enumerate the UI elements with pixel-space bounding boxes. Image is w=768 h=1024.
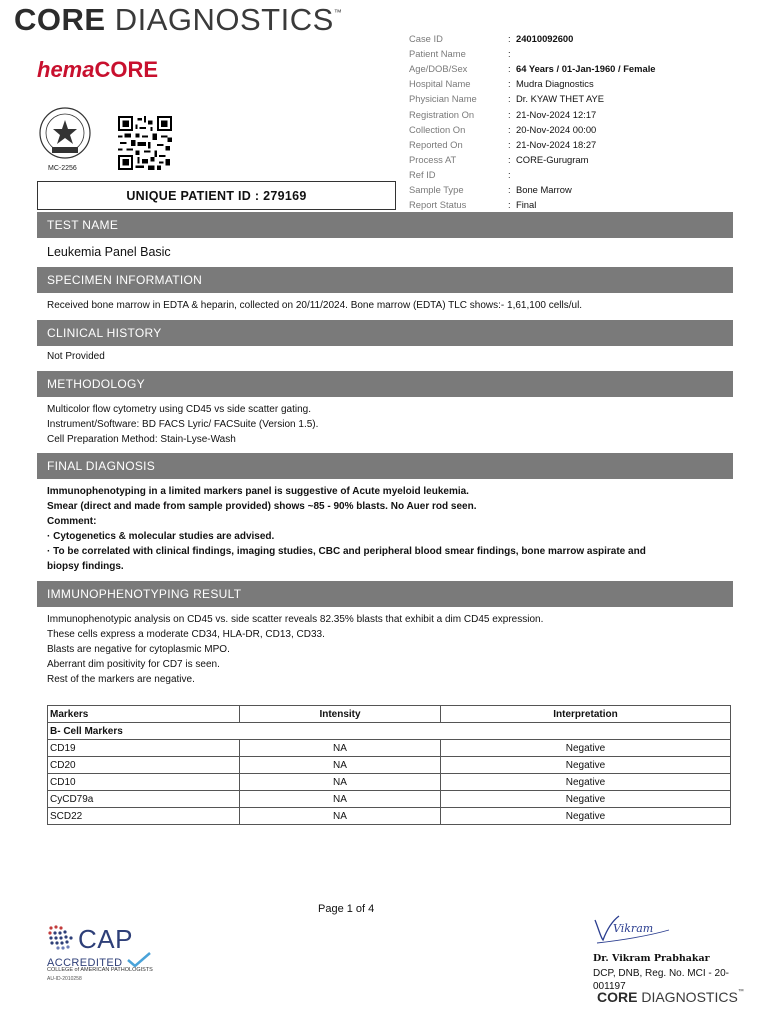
group-label: B- Cell Markers — [48, 723, 731, 740]
marker-intensity: NA — [240, 740, 441, 757]
clinical-history-text: Not Provided — [47, 351, 105, 362]
header-interpretation: Interpretation — [441, 706, 731, 723]
info-label: Reported On — [409, 138, 463, 150]
info-value: Dr. KYAW THET AYE — [516, 93, 605, 105]
marker-interpretation: Negative — [441, 774, 731, 791]
marker-name: CD10 — [48, 774, 240, 791]
info-label: Case ID — [409, 33, 443, 44]
info-label: Registration On — [409, 108, 475, 120]
section-immunophenotyping: IMMUNOPHENOTYPING RESULT — [37, 581, 733, 607]
marker-name: CD20 — [48, 757, 240, 774]
info-separator: : — [508, 123, 511, 135]
core-diagnostics-footer-logo: CORE DIAGNOSTICS™ — [597, 989, 744, 1005]
info-value: 21-Nov-2024 18:27 — [516, 138, 597, 150]
info-label: Report Status — [409, 199, 467, 211]
marker-row — [48, 791, 731, 808]
info-value: CORE-Gurugram — [516, 153, 589, 165]
header-markers: Markers — [48, 706, 240, 723]
markers-table — [47, 705, 731, 825]
info-separator: : — [508, 93, 511, 105]
info-separator: : — [508, 168, 511, 180]
marker-row — [48, 774, 731, 791]
info-separator: : — [508, 199, 511, 211]
info-separator: : — [508, 184, 511, 195]
marker-name: CD19 — [48, 740, 240, 757]
marker-row — [48, 740, 731, 757]
header-intensity: Intensity — [240, 706, 441, 723]
info-value: 20-Nov-2024 00:00 — [516, 123, 597, 135]
info-label: Patient Name — [409, 48, 466, 60]
methodology-line: Cell Preparation Method: Stain-Lyse-Wash — [47, 434, 236, 445]
info-value: Bone Marrow — [516, 184, 572, 195]
info-separator: : — [508, 33, 511, 44]
final-diagnosis-text — [47, 484, 646, 574]
marker-interpretation: Negative — [441, 757, 731, 774]
diagnosis-line: Comment: — [47, 516, 97, 527]
info-separator: : — [508, 78, 511, 90]
section-clinical-history: CLINICAL HISTORY — [37, 320, 733, 346]
qr-code-icon — [118, 116, 172, 170]
marker-row — [48, 808, 731, 825]
accreditation-seal-icon — [38, 106, 92, 160]
core-diagnostics-logo: CORE DIAGNOSTICS™ — [14, 2, 343, 37]
group-row — [48, 723, 731, 740]
methodology-line: Instrument/Software: BD FACS Lyric/ FACSuite (Version 1.5). — [47, 419, 319, 430]
markers-header-row — [48, 706, 731, 723]
info-label: Physician Name — [409, 93, 477, 105]
cap-word: CAP — [78, 924, 133, 954]
test-name-value: Leukemia Panel Basic — [47, 245, 171, 259]
immunophenotyping-text — [47, 612, 543, 687]
info-label: Collection On — [409, 123, 466, 135]
marker-interpretation: Negative — [441, 808, 731, 825]
immuno-line: These cells express a moderate CD34, HLA-DR, CD13, CD33. — [47, 629, 325, 640]
info-separator: : — [508, 63, 511, 75]
diagnosis-line: biopsy findings. — [47, 561, 124, 572]
cert-code: MC-2256 — [48, 165, 77, 172]
info-separator: : — [508, 138, 511, 150]
info-separator: : — [508, 153, 511, 165]
doctor-credentials: DCP, DNB, Reg. No. MCI - 20-001197 — [593, 968, 729, 992]
marker-interpretation: Negative — [441, 740, 731, 757]
info-separator: : — [508, 108, 511, 120]
immuno-line: Blasts are negative for cytoplasmic MPO. — [47, 644, 230, 655]
svg-text:Vikram: Vikram — [613, 922, 654, 935]
cap-dots-icon — [47, 924, 77, 952]
checkmark-icon — [126, 952, 152, 968]
marker-interpretation: Negative — [441, 791, 731, 808]
info-label: Process AT — [409, 153, 457, 165]
cap-id: AU-ID-2010258 — [47, 976, 82, 982]
methodology-line: Multicolor flow cytometry using CD45 vs side scatter gating. — [47, 404, 311, 415]
marker-intensity: NA — [240, 791, 441, 808]
diagnosis-line: Immunophenotyping in a limited markers panel is suggestive of Acute myeloid leukemia. — [47, 486, 469, 497]
hemacore-logo: hemaCORE — [37, 57, 159, 82]
immuno-line: Immunophenotypic analysis on CD45 vs. side scatter reveals 82.35% blasts that exhibit a dim CD45 expression. — [47, 614, 544, 625]
diagnosis-line: Smear (direct and made from sample provided) shows ~85 - 90% blasts. No Auer rod seen. — [47, 501, 477, 512]
info-label: Hospital Name — [409, 78, 471, 90]
section-test-name: TEST NAME — [37, 212, 733, 238]
cap-college: COLLEGE of AMERICAN PATHOLOGISTS — [47, 967, 153, 973]
diagnosis-line: · Cytogenetics & molecular studies are advised. — [47, 531, 275, 542]
specimen-text: Received bone marrow in EDTA & heparin, collected on 20/11/2024. Bone marrow (EDTA) TLC shows:- 1,61,100 cells/ul. — [47, 300, 583, 311]
marker-intensity: NA — [240, 808, 441, 825]
cap-accredited: ACCREDITED — [47, 952, 152, 969]
info-value: 21-Nov-2024 12:17 — [516, 108, 597, 120]
marker-intensity: NA — [240, 757, 441, 774]
section-methodology: METHODOLOGY — [37, 371, 733, 397]
marker-intensity: NA — [240, 774, 441, 791]
section-specimen: SPECIMEN INFORMATION — [37, 267, 733, 293]
marker-row — [48, 757, 731, 774]
unique-patient-id: UNIQUE PATIENT ID : 279169 — [37, 181, 396, 210]
info-value: 24010092600 — [516, 33, 574, 44]
marker-name: CyCD79a — [48, 791, 240, 808]
info-label: Sample Type — [409, 184, 464, 195]
info-label: Ref ID — [409, 168, 436, 180]
methodology-text — [47, 402, 318, 447]
info-value: Mudra Diagnostics — [516, 78, 594, 90]
immuno-line: Aberrant dim positivity for CD7 is seen. — [47, 659, 220, 670]
info-value: Final — [516, 199, 537, 211]
info-separator: : — [508, 48, 511, 60]
doctor-name: Dr. Vikram Prabhakar — [593, 953, 710, 964]
section-final-diagnosis: FINAL DIAGNOSIS — [37, 453, 733, 479]
immuno-line: Rest of the markers are negative. — [47, 674, 195, 685]
doctor-signature — [593, 910, 673, 946]
info-value: 64 Years / 01-Jan-1960 / Female — [516, 63, 656, 75]
info-label: Age/DOB/Sex — [409, 63, 468, 75]
marker-name: SCD22 — [48, 808, 240, 825]
page-number: Page 1 of 4 — [318, 903, 375, 915]
diagnosis-line: · To be correlated with clinical findings, imaging studies, CBC and peripheral blood smear findings, bone marrow aspirate and — [47, 546, 646, 557]
